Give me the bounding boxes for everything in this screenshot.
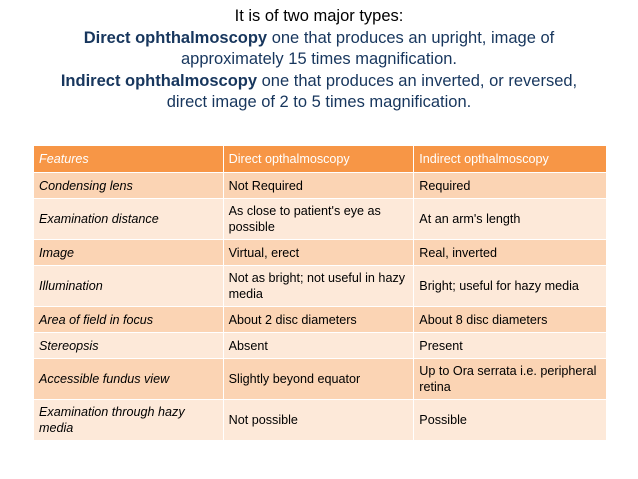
- direct-cell: Not possible: [223, 400, 414, 441]
- direct-cell: As close to patient's eye as possible: [223, 199, 414, 240]
- feature-cell: Stereopsis: [34, 333, 224, 359]
- feature-cell: Illumination: [34, 266, 224, 307]
- table-row: [34, 240, 607, 266]
- indirect-cell: At an arm's length: [414, 199, 607, 240]
- table-row: [34, 307, 607, 333]
- indirect-cell: Real, inverted: [414, 240, 607, 266]
- indirect-cell: Required: [414, 173, 607, 199]
- direct-cell: Not Required: [223, 173, 414, 199]
- intro-heading: It is of two major types:: [234, 7, 404, 25]
- table-row: [34, 400, 607, 441]
- table-row: [34, 359, 607, 400]
- intro-text: [0, 6, 638, 114]
- direct-cell: Not as bright; not useful in hazy media: [223, 266, 414, 307]
- direct-term: Direct ophthalmoscopy: [83, 28, 268, 47]
- table-row: [34, 333, 607, 359]
- feature-cell: Accessible fundus view: [34, 359, 224, 400]
- header-features: Features: [34, 146, 224, 173]
- indirect-definition-line-1: [0, 71, 638, 93]
- indirect-cell: Possible: [414, 400, 607, 441]
- direct-cell: About 2 disc diameters: [223, 307, 414, 333]
- table-row: [34, 173, 607, 199]
- feature-cell: Area of field in focus: [34, 307, 224, 333]
- indirect-cell: Bright; useful for hazy media: [414, 266, 607, 307]
- table-row: [34, 199, 607, 240]
- table-header-row: [34, 146, 607, 173]
- feature-cell: Examination distance: [34, 199, 224, 240]
- direct-cell: Slightly beyond equator: [223, 359, 414, 400]
- indirect-cell: About 8 disc diameters: [414, 307, 607, 333]
- indirect-cell: Present: [414, 333, 607, 359]
- table-row: [34, 266, 607, 307]
- comparison-table: [33, 145, 607, 441]
- indirect-cell: Up to Ora serrata i.e. peripheral retina: [414, 359, 607, 400]
- feature-cell: Condensing lens: [34, 173, 224, 199]
- header-direct: Direct opthalmoscopy: [223, 146, 414, 173]
- indirect-term: Indirect ophthalmoscopy: [60, 71, 258, 90]
- direct-definition-line-1: [0, 28, 638, 50]
- indirect-definition-text: one that produces an inverted, or reversed,: [257, 71, 578, 90]
- header-indirect: Indirect opthalmoscopy: [414, 146, 607, 173]
- direct-cell: Virtual, erect: [223, 240, 414, 266]
- indirect-definition-line-2: direct image of 2 to 5 times magnification.: [166, 93, 472, 111]
- feature-cell: Image: [34, 240, 224, 266]
- direct-definition-line-2: approximately 15 times magnification.: [180, 50, 458, 68]
- direct-definition-text: one that produces an upright, image of: [267, 28, 555, 47]
- feature-cell: Examination through hazy media: [34, 400, 224, 441]
- direct-cell: Absent: [223, 333, 414, 359]
